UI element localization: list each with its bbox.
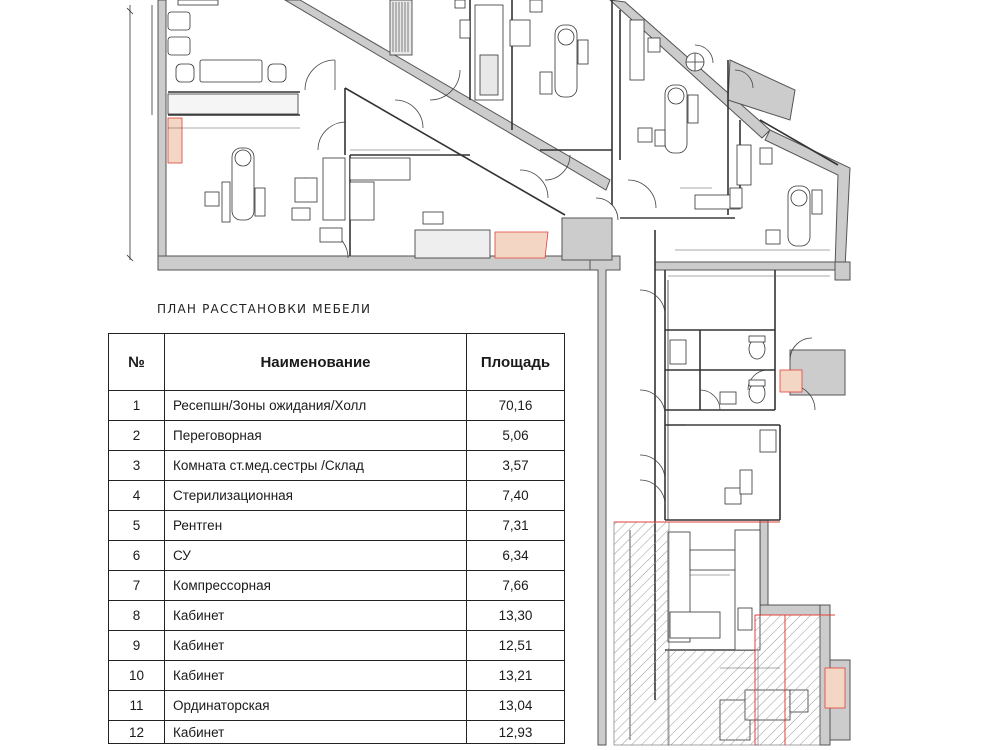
room-area-table [108,333,565,744]
table-row [109,571,565,601]
row-number: 9 [109,631,165,661]
table-row [109,391,565,421]
row-area: 7,40 [467,481,565,511]
row-number: 12 [109,721,165,744]
row-area: 6,34 [467,541,565,571]
table-row [109,661,565,691]
table-row [109,451,565,481]
table-row [109,631,565,661]
plan-title: ПЛАН РАССТАНОВКИ МЕБЕЛИ [157,302,372,316]
table-row [109,481,565,511]
row-number: 4 [109,481,165,511]
table-row [109,541,565,571]
row-number: 1 [109,391,165,421]
row-number: 6 [109,541,165,571]
row-area: 13,04 [467,691,565,721]
row-name: Кабинет [165,601,467,631]
row-area: 5,06 [467,421,565,451]
row-number: 3 [109,451,165,481]
row-number: 10 [109,661,165,691]
row-number: 7 [109,571,165,601]
row-number: 11 [109,691,165,721]
table-row [109,691,565,721]
row-area: 12,51 [467,631,565,661]
row-area: 70,16 [467,391,565,421]
row-name: Ординаторская [165,691,467,721]
row-number: 2 [109,421,165,451]
row-name: Рентген [165,511,467,541]
row-area: 13,30 [467,601,565,631]
header-area: Площадь [467,334,565,391]
row-area: 3,57 [467,451,565,481]
table-row [109,601,565,631]
row-name: СУ [165,541,467,571]
row-name: Кабинет [165,721,467,744]
reception-furniture [168,0,412,114]
header-name: Наименование [165,334,467,391]
row-name: Ресепшн/Зоны ожидания/Холл [165,391,467,421]
row-name: Стерилизационная [165,481,467,511]
row-number: 5 [109,511,165,541]
table-row [109,421,565,451]
header-number: № [109,334,165,391]
row-area: 7,66 [467,571,565,601]
row-area: 13,21 [467,661,565,691]
table-row [109,511,565,541]
row-name: Компрессорная [165,571,467,601]
row-number: 8 [109,601,165,631]
row-name: Комната ст.мед.сестры /Склад [165,451,467,481]
row-name: Кабинет [165,661,467,691]
row-name: Кабинет [165,631,467,661]
table-header-row [109,334,565,391]
row-area: 12,93 [467,721,565,744]
table-row [109,721,565,744]
row-area: 7,31 [467,511,565,541]
row-name: Переговорная [165,421,467,451]
